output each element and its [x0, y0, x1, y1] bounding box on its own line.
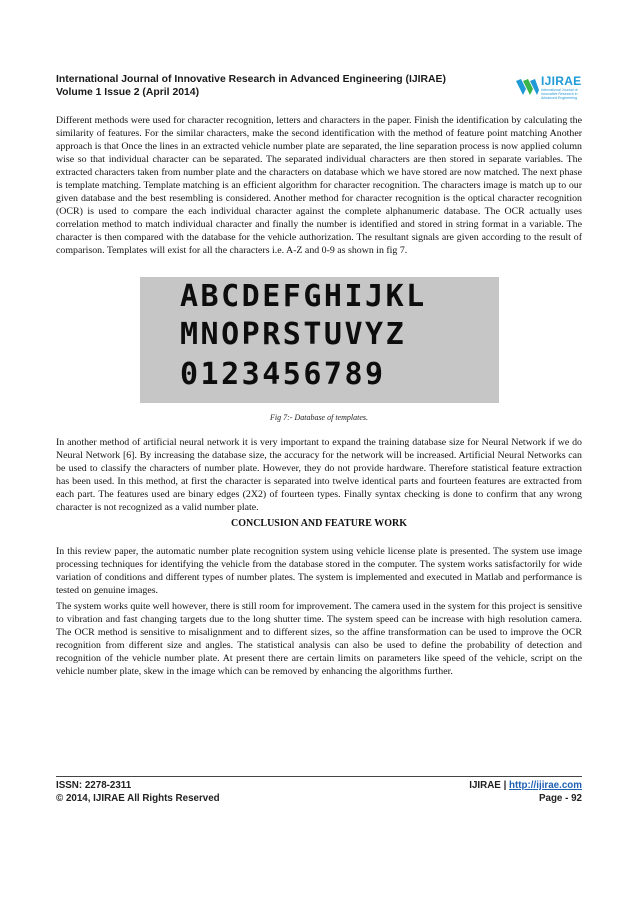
paragraph-conclusion-2: The system works quite well however, there is still room for improvement. The camera used in the system for this project is sensitive to vibration and fast changing targets due to the long shutter time. The system speed can be increase with high resolution camera. The OCR method is sensitive to misalignment and to different sizes, so the affine transformation can be used to improve the OCR recognition from different size and angles. The statistical analysis can also be used to define the probability of detection and recognition of the vehicle number plate. At present there are certain limits on parameters like speed of the vehicle, script on the vehicle number plate, skew in the image which can be removed by enhancing the algorithms further.	[56, 601, 582, 677]
figure-row-letters-2: MNOPRSTUVYZ	[180, 317, 407, 352]
paragraph-neural-network: In another method of artificial neural network it is very important to expand the training database size for Neural Network if we do Neural Network [6]. By increasing the database size, the accuracy for the network will be increased. Artificial Neural Networks can be used to classify the characters of number plate. However, they do not provide hardware. Therefore statistical feature extraction has been used. In this method, at first the character is separated into twelve identical parts and fourteen features are extracted from each part. The features used are binary edges (2X2) of fourteen types. Finally syntax checking is done to confirm that any wrong character is not recognized as a valid number plate.	[56, 437, 582, 513]
journal-logo	[514, 74, 586, 104]
section-heading: CONCLUSION AND FEATURE WORK	[230, 518, 408, 529]
footer-journal-name: IJIRAE |	[469, 780, 507, 791]
paragraph-conclusion-1: In this review paper, the automatic number plate recognition system using vehicle license plate is presented. The system use image processing techniques for identifying the vehicle from the database stored in the computer. The system works satisfactorily for wide variation of conditions and different types of number plates. The system is implemented and executed in Matlab and performance is tested on genuine images.	[56, 546, 582, 596]
footer-copyright: © 2014, IJIRAE All Rights Reserved	[56, 793, 220, 804]
logo-subtitle: International Journal of Innovative Research in Advanced Engineering	[541, 88, 578, 100]
journal-header	[56, 73, 476, 99]
paragraph-character-recognition: Different methods were used for character recognition, letters and characters in the paper. Finish the identification by calculating the similarity of features. For the similar characters, make the second identification with the method of feature point matching Another approach is that Once the lines in an extracted vehicle number plate are separated, the line separation process is now applied column wise so that individual character can be separated. The separated individual characters are then stored in separate variables. The extracted characters taken from number plate and the characters on database which we have stored are now matched. The next phase is template matching. Template matching is an efficient algorithm for character recognition. The characters image is match up to our given database and the best resembling is considered. Another method for character recognition is the optical character recognition (OCR) is used to compare the each individual character against the complete alphanumeric database. The OCR actually uses correlation method to match individual character and finally the number is identified and stored in string format in a variable. The character is then compared with the database for the vehicle authorization. The resultant signals are given according to the result of comparison. Templates will exist for all the characters i.e. A-Z and 0-9 as shown in fig 7.	[56, 115, 582, 256]
template-database-figure	[140, 277, 499, 403]
journal-title: International Journal of Innovative Research in Advanced Engineering (IJIRAE)	[56, 74, 446, 85]
figure-row-letters-1: ABCDEFGHIJKL	[180, 279, 427, 314]
logo-mark-icon	[514, 75, 540, 101]
footer-journal-url-link[interactable]: http://ijirae.com	[509, 780, 582, 791]
journal-volume: Volume 1 Issue 2 (April 2014)	[56, 87, 200, 98]
footer-journal	[469, 780, 582, 791]
footer-page-number: Page - 92	[538, 793, 582, 804]
figure-row-digits: 0123456789	[180, 357, 386, 392]
footer-issn: ISSN: 2278-2311	[56, 780, 132, 791]
figure-caption: Fig 7:- Database of templates.	[270, 413, 368, 422]
footer-divider	[56, 776, 582, 777]
logo-name: IJIRAE	[541, 74, 582, 88]
